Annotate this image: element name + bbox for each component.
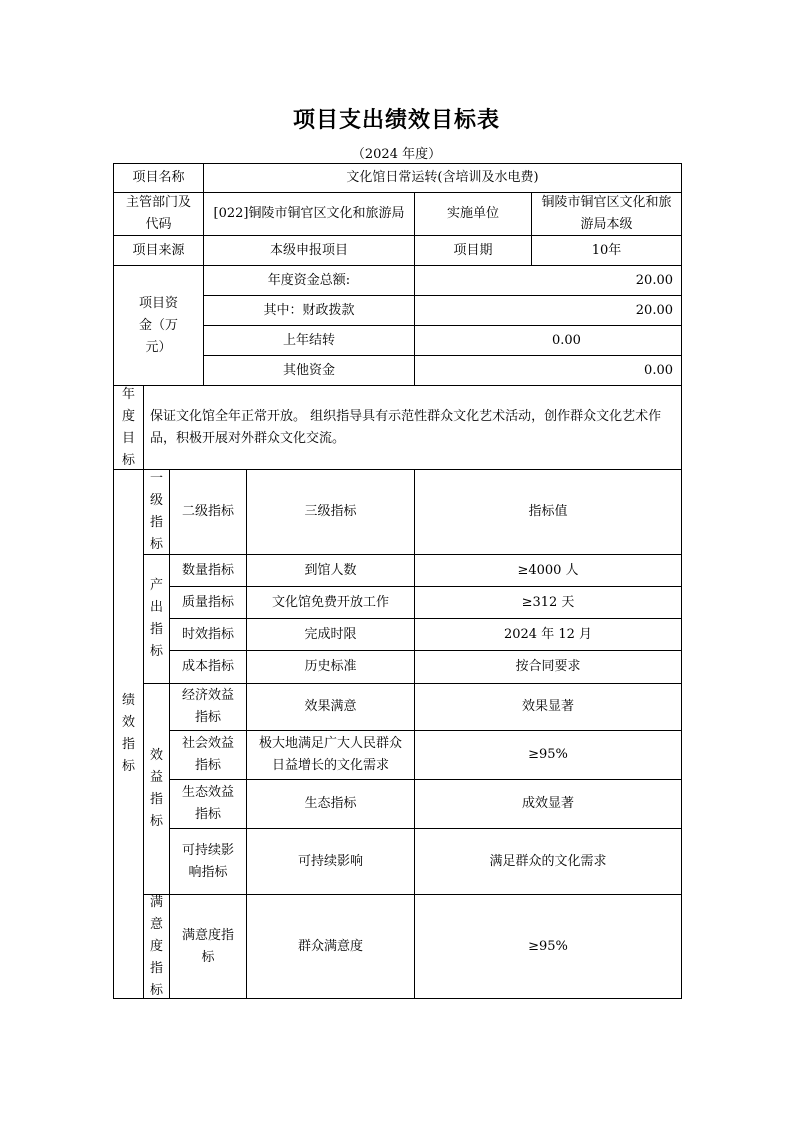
table-row-level2: 生态效益指标	[181, 785, 234, 822]
table-row-value: 效果显著	[521, 699, 574, 714]
table-row-level3: 完成时限	[304, 626, 357, 642]
goal-text: 保证文化馆全年正常开放。 组织指导具有示范性群众文化艺术活动，创作群众文化艺术作品，积极开展对外群众文化交流。	[150, 408, 662, 446]
impl-label: 实施单位	[446, 206, 499, 221]
source-label: 项目来源	[132, 242, 185, 258]
table-row-level3: 到馆人数	[304, 562, 357, 578]
table-row-level3: 效果满意	[304, 699, 357, 714]
funds-label: 项目资金（万元）	[138, 295, 178, 355]
value-header: 指标值	[528, 504, 568, 519]
table-row-value: 2024 年 12 月	[503, 626, 593, 642]
table-row-level3: 群众满意度	[297, 938, 363, 954]
table-row-level2: 社会效益指标	[181, 736, 234, 773]
table-row-level2: 满意度指标	[181, 927, 234, 965]
table-row-level3: 历史标准	[304, 659, 357, 674]
table-row-value: ≥4000 人	[517, 562, 579, 578]
table-row-level3: 生态指标	[304, 796, 357, 811]
goal-label: 年度目标	[121, 386, 135, 468]
funds-other-label: 其他资金	[282, 362, 335, 378]
level2-header: 二级指标	[181, 504, 234, 519]
project-name-value: 文化馆日常运转(含培训及水电费)	[346, 170, 539, 185]
table-row-level3: 可持续影响	[297, 853, 363, 869]
funds-fiscal-value: 20.00	[635, 302, 673, 318]
table-row-value: ≥95%	[528, 747, 568, 762]
table-row-level2: 质量指标	[181, 594, 234, 610]
funds-total-value: 20.00	[635, 272, 673, 288]
table-row-value: 成效显著	[521, 796, 574, 811]
project-name-label: 项目名称	[132, 170, 185, 185]
table-row-level2: 时效指标	[181, 626, 234, 642]
funds-other-value: 0.00	[644, 362, 673, 378]
period-value: 10年	[591, 242, 622, 258]
table-row-value: ≥95%	[528, 938, 568, 954]
satisfaction-indicator-label: 满意度指标	[149, 894, 163, 998]
table-row-level2: 成本指标	[181, 659, 234, 674]
source-value: 本级申报项目	[269, 242, 348, 258]
dept-label: 主管部门及代码	[126, 195, 192, 232]
year-label: （2024 年度）	[351, 147, 442, 162]
impl-value: 铜陵市铜官区文化和旅游局本级	[541, 195, 672, 232]
funds-total-label: 年度资金总额:	[267, 272, 351, 288]
table-row-value: 按合同要求	[515, 659, 581, 674]
table-row-level3: 极大地满足广大人民群众日益增长的文化需求	[258, 736, 402, 773]
funds-fiscal-label: 其中：财政拨款	[263, 302, 355, 318]
table-row-level2: 可持续影响指标	[181, 842, 234, 880]
table-row-level2: 数量指标	[181, 562, 234, 578]
period-label: 项目期	[453, 242, 493, 258]
funds-carry-value: 0.00	[552, 332, 581, 348]
table-row-level2: 经济效益指标	[181, 688, 234, 725]
level3-header: 三级指标	[304, 504, 357, 519]
page-title: 项目支出绩效目标表	[292, 108, 500, 133]
level1-header: 一级指标	[149, 471, 163, 552]
benefit-indicator-label: 效益指标	[149, 748, 163, 829]
dept-value: [022]铜陵市铜官区文化和旅游局	[213, 206, 405, 221]
funds-carry-label: 上年结转	[282, 332, 335, 348]
table-row-value: 满足群众的文化需求	[489, 853, 607, 869]
output-indicator-label: 产出指标	[149, 578, 163, 659]
table-row-value: ≥312 天	[521, 594, 575, 610]
indicators-section-label: 绩效指标	[121, 693, 135, 774]
table-row-level3: 文化馆免费开放工作	[271, 594, 389, 610]
